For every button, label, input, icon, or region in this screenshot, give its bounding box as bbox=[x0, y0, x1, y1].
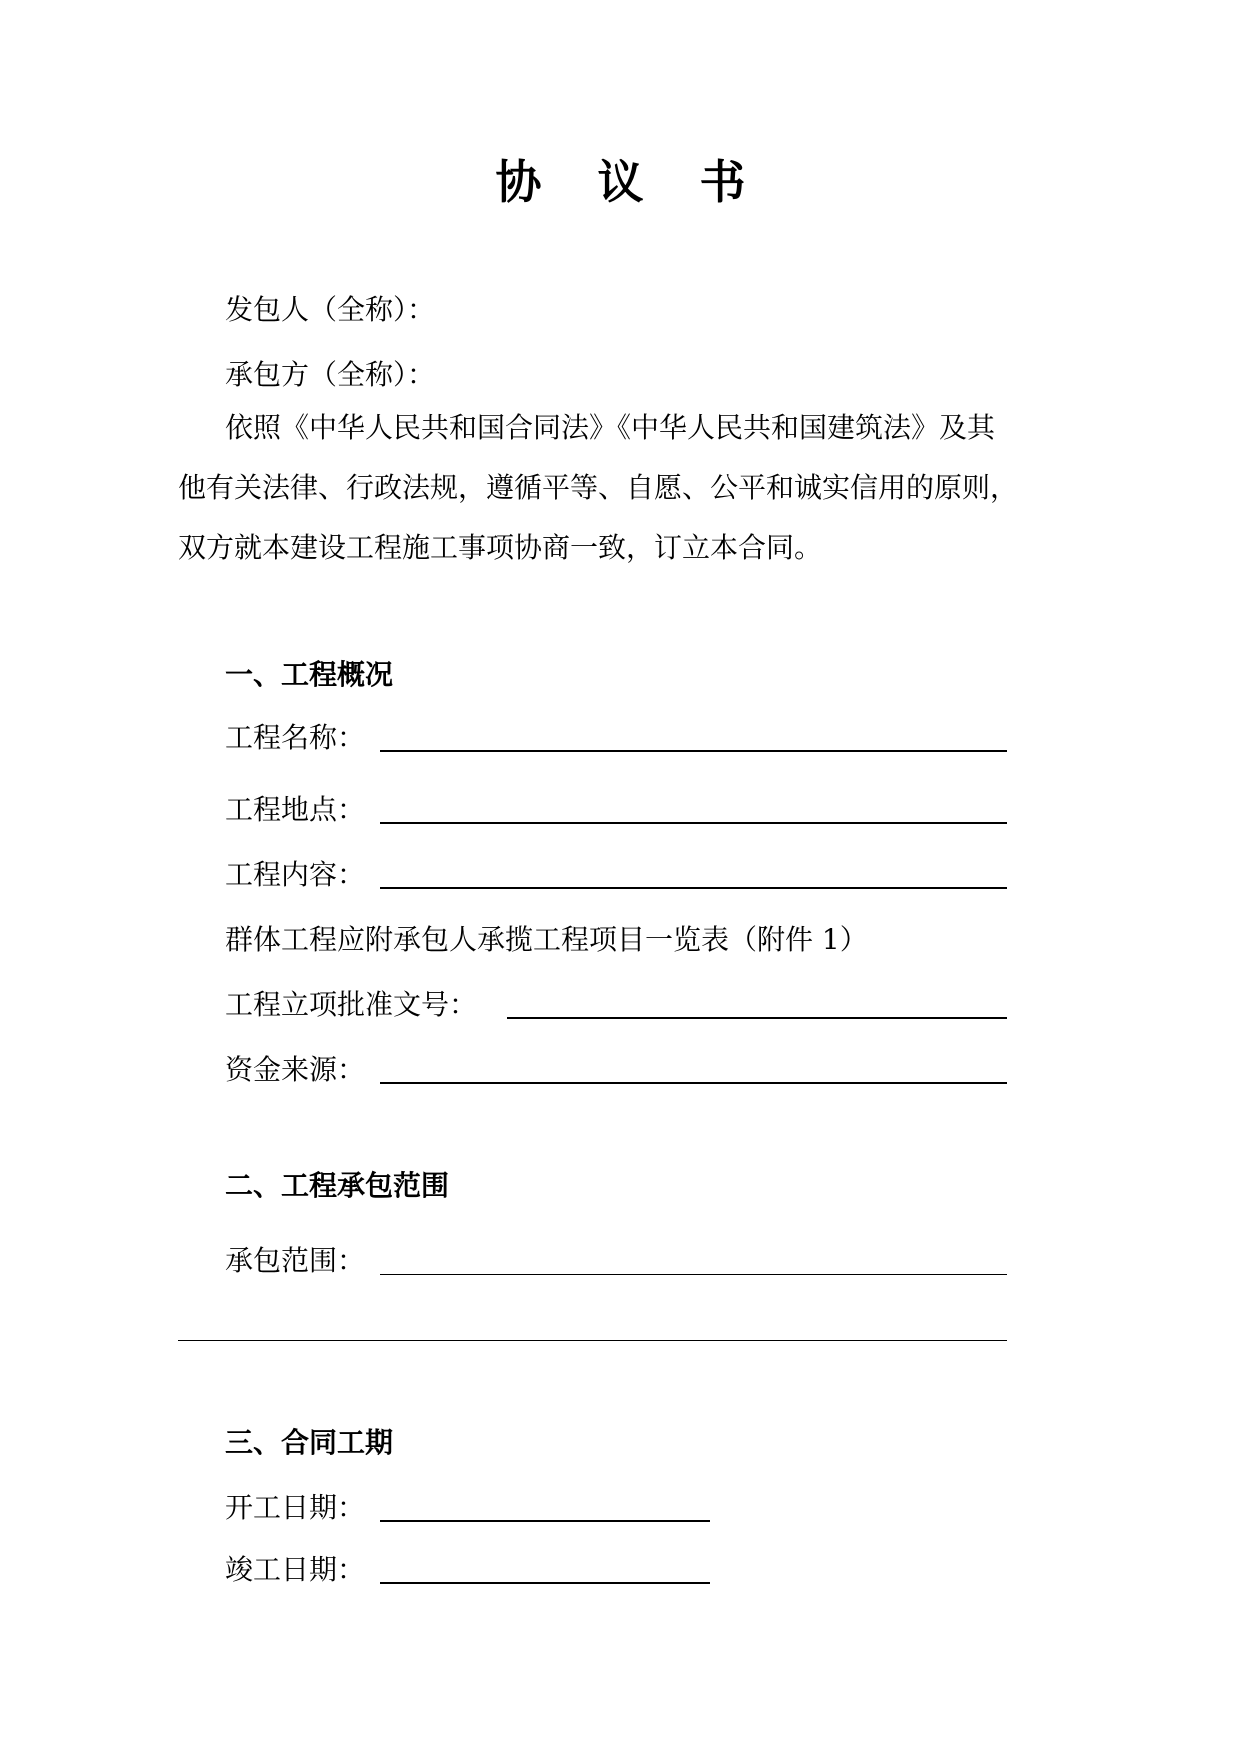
start-date-label: 开工日期： bbox=[225, 1491, 366, 1524]
approval-number-label: 工程立项批准文号： bbox=[225, 988, 478, 1021]
preamble-line-2: 他有关法律、行政法规，遵循平等、自愿、公平和诚实信用的原则， bbox=[178, 471, 1019, 504]
project-location-label: 工程地点： bbox=[225, 793, 366, 826]
project-name-label: 工程名称： bbox=[225, 721, 366, 754]
section-3-heading: 三、合同工期 bbox=[225, 1426, 394, 1459]
scope-label: 承包范围： bbox=[225, 1244, 366, 1277]
document-title bbox=[0, 152, 1241, 212]
project-name-field[interactable] bbox=[380, 750, 1007, 752]
title-char-1: 协 bbox=[495, 155, 542, 209]
title-char-2: 议 bbox=[597, 155, 644, 209]
section-2-heading: 二、工程承包范围 bbox=[225, 1169, 450, 1202]
group-project-note: 群体工程应附承包人承揽工程项目一览表（附件 1） bbox=[225, 923, 868, 956]
section-1-heading: 一、工程概况 bbox=[225, 658, 394, 691]
contractor-label: 承包方（全称）： bbox=[225, 358, 436, 391]
employer-label: 发包人（全称）： bbox=[225, 293, 436, 326]
preamble-line-3: 双方就本建设工程施工事项协商一致，订立本合同。 bbox=[178, 531, 823, 564]
scope-field[interactable] bbox=[380, 1274, 1007, 1275]
approval-number-field[interactable] bbox=[507, 1017, 1007, 1019]
project-content-field[interactable] bbox=[380, 887, 1007, 889]
completion-date-field[interactable] bbox=[380, 1582, 710, 1584]
completion-date-label: 竣工日期： bbox=[225, 1553, 366, 1586]
start-date-field[interactable] bbox=[380, 1520, 710, 1522]
project-location-field[interactable] bbox=[380, 822, 1007, 824]
preamble-line-1: 依照《中华人民共和国合同法》《中华人民共和国建筑法》及其 bbox=[225, 411, 996, 444]
scope-field-continuation[interactable] bbox=[178, 1340, 1007, 1341]
funding-source-field[interactable] bbox=[380, 1082, 1007, 1084]
funding-source-label: 资金来源： bbox=[225, 1053, 366, 1086]
project-content-label: 工程内容： bbox=[225, 858, 366, 891]
title-char-3: 书 bbox=[699, 155, 746, 209]
